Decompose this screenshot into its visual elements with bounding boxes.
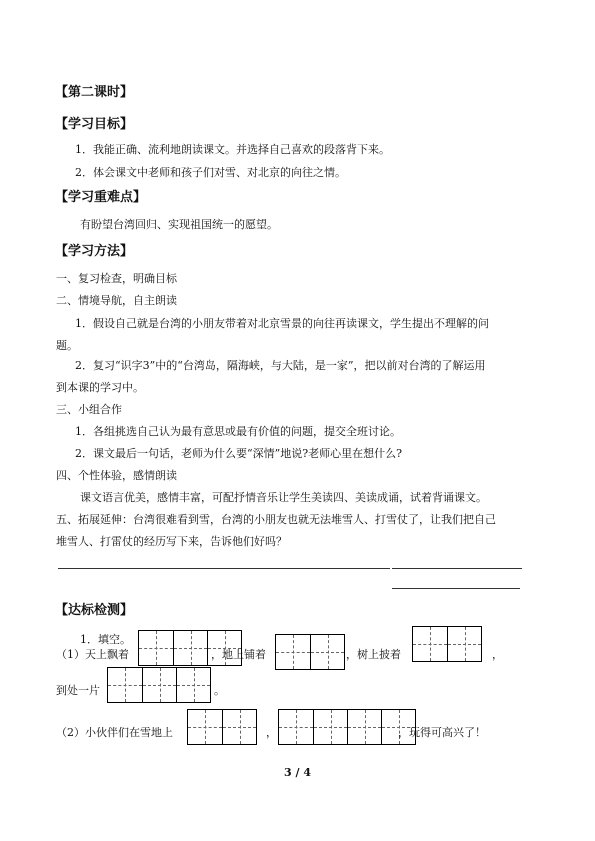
answer-box[interactable] (187, 709, 257, 745)
writing-cell[interactable] (173, 631, 207, 665)
blank-6-suffix: ，玩得可高兴了！ (398, 726, 486, 739)
answer-box[interactable] (412, 626, 482, 662)
blank-5-prefix: （2）小伙伴们在雪地上 (56, 726, 173, 739)
heading-methods: 【学习方法】 (55, 244, 134, 259)
method-2-2-line2: 到本课的学习中。 (56, 381, 144, 394)
writing-cell[interactable] (139, 631, 173, 665)
writing-cell[interactable] (310, 635, 344, 669)
method-5-line1: 五、拓展延伸：台湾很难看到雪，台湾的小朋友也就无法堆雪人、打雪仗了，让我们把自己 (56, 513, 496, 526)
question-1-label: 1．填空。 (80, 633, 131, 646)
method-2: 二、情境导航，自主朗读 (56, 294, 177, 307)
writing-line (392, 568, 522, 569)
heading-test: 【达标检测】 (55, 603, 134, 618)
method-5-line2: 堆雪人、打雷仗的经历写下来，告诉他们好吗？ (56, 535, 287, 548)
page-number: 3 / 4 (284, 766, 311, 779)
goal-1: 1．我能正确、流利地朗读课文。并选择自己喜欢的段落背下来。 (75, 143, 390, 156)
writing-cell[interactable] (447, 627, 481, 661)
writing-cell[interactable] (108, 668, 142, 702)
heading-key-points: 【学习重难点】 (55, 190, 147, 205)
writing-line (58, 568, 390, 569)
writing-cell[interactable] (188, 710, 222, 744)
method-4-text: 课文语言优美，感情丰富，可配抒情音乐让学生美读四、美读成诵，试着背诵课文。 (80, 491, 487, 504)
answer-box[interactable] (107, 667, 211, 703)
writing-cell[interactable] (279, 710, 313, 744)
method-3-2: 2．课文最后一句话，老师为什么要“深情”地说?老师心里在想什么? (75, 447, 403, 460)
method-2-1-line1: 1．假设自己就是台湾的小朋友带着对北京雪景的向往再读课文，学生提出不理解的问 (75, 317, 489, 330)
heading-goals: 【学习目标】 (55, 117, 134, 132)
method-1: 一、复习检查，明确目标 (56, 272, 177, 285)
writing-cell[interactable] (222, 710, 256, 744)
method-4: 四、个性体验，感情朗读 (56, 469, 177, 482)
writing-cell[interactable] (313, 710, 347, 744)
answer-box[interactable] (275, 634, 345, 670)
method-3: 三、小组合作 (56, 403, 122, 416)
blank-6-prefix: ， (266, 726, 277, 739)
blank-4-prefix: 到处一片 (56, 684, 100, 697)
writing-cell[interactable] (413, 627, 447, 661)
key-point-text: 有盼望台湾回归、实现祖国统一的愿望。 (80, 218, 278, 231)
heading-lesson: 【第二课时】 (55, 85, 134, 100)
writing-cell[interactable] (142, 668, 176, 702)
method-3-1: 1．各组挑选自己认为最有意思或最有价值的问题，提交全班讨论。 (75, 425, 401, 438)
blank-4-suffix: 。 (214, 684, 225, 697)
writing-cell[interactable] (176, 668, 210, 702)
writing-cell[interactable] (276, 635, 310, 669)
blank-3-suffix: ， (492, 648, 503, 661)
goal-2: 2．体会课文中老师和孩子们对雪、对北京的向往之情。 (75, 166, 346, 179)
writing-line (392, 588, 520, 589)
blank-3-prefix: ，树上披着 (346, 648, 401, 661)
writing-cell[interactable] (347, 710, 381, 744)
method-2-2-line1: 2．复习“识字3”中的“台湾岛，隔海峡，与大陆，是一家”，把以前对台湾的了解运用 (75, 359, 486, 372)
answer-box[interactable] (278, 709, 416, 745)
blank-1-prefix: （1）天上飘着 (56, 648, 129, 661)
method-2-1-line2: 题。 (56, 339, 78, 352)
blank-2-prefix: ，地上铺着 (211, 648, 266, 661)
